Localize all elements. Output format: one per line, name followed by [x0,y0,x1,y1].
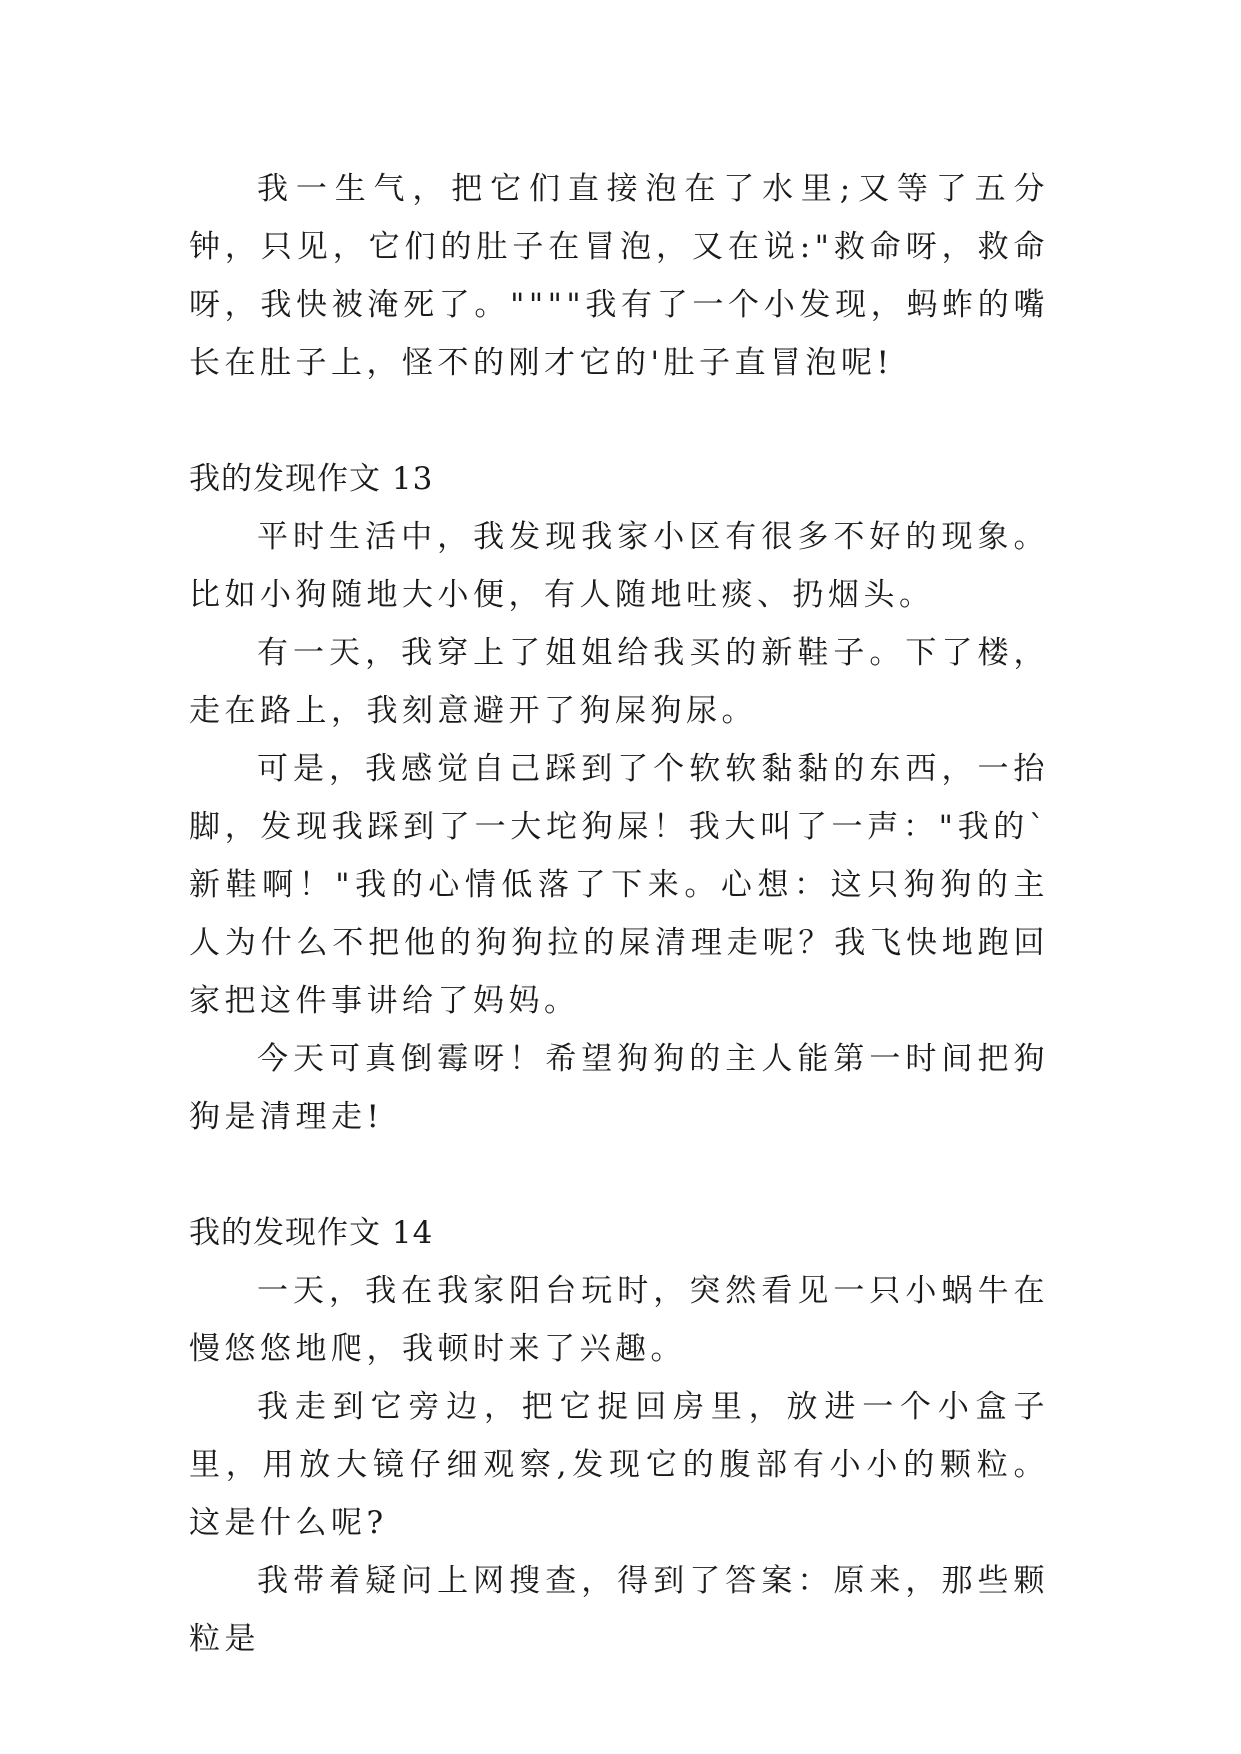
section-gap [189,1146,1049,1204]
section-heading-14: 我的发现作文 14 [189,1215,434,1251]
paragraph: 我带着疑问上网搜查，得到了答案：原来，那些颗粒是 [189,1563,1049,1657]
paragraph: 我走到它旁边，把它捉回房里，放进一个小盒子里，用放大镜仔细观察,发现它的腹部有小小的颗粒。这是什么呢? [189,1389,1049,1541]
paragraph: 我一生气，把它们直接泡在了水里;又等了五分钟，只见，它们的肚子在冒泡，又在说:"救命呀，救命呀，我快被淹死了。""""我有了一个小发现，蚂蚱的嘴长在肚子上，怪不的刚才它的'肚子直冒泡呢! [189,171,1049,381]
paragraph: 一天，我在我家阳台玩时，突然看见一只小蜗牛在慢悠悠地爬，我顿时来了兴趣。 [189,1273,1049,1367]
paragraph: 有一天，我穿上了姐姐给我买的新鞋子。下了楼，走在路上，我刻意避开了狗屎狗尿。 [189,635,1049,729]
paragraph: 今天可真倒霉呀！希望狗狗的主人能第一时间把狗狗是清理走! [189,1041,1049,1135]
section-gap [189,392,1049,450]
paragraph: 可是，我感觉自己踩到了个软软黏黏的东西，一抬脚，发现我踩到了一大坨狗屎！我大叫了一声："我的`新鞋啊！"我的心情低落了下来。心想：这只狗狗的主人为什么不把他的狗狗拉的屎清理走呢？我飞快地跑回家把这件事讲给了妈妈。 [189,751,1049,1019]
section-heading-13: 我的发现作文 13 [189,461,434,497]
paragraph: 平时生活中，我发现我家小区有很多不好的现象。比如小狗随地大小便，有人随地吐痰、扔烟头。 [189,519,1049,613]
document-body [189,160,1049,1668]
